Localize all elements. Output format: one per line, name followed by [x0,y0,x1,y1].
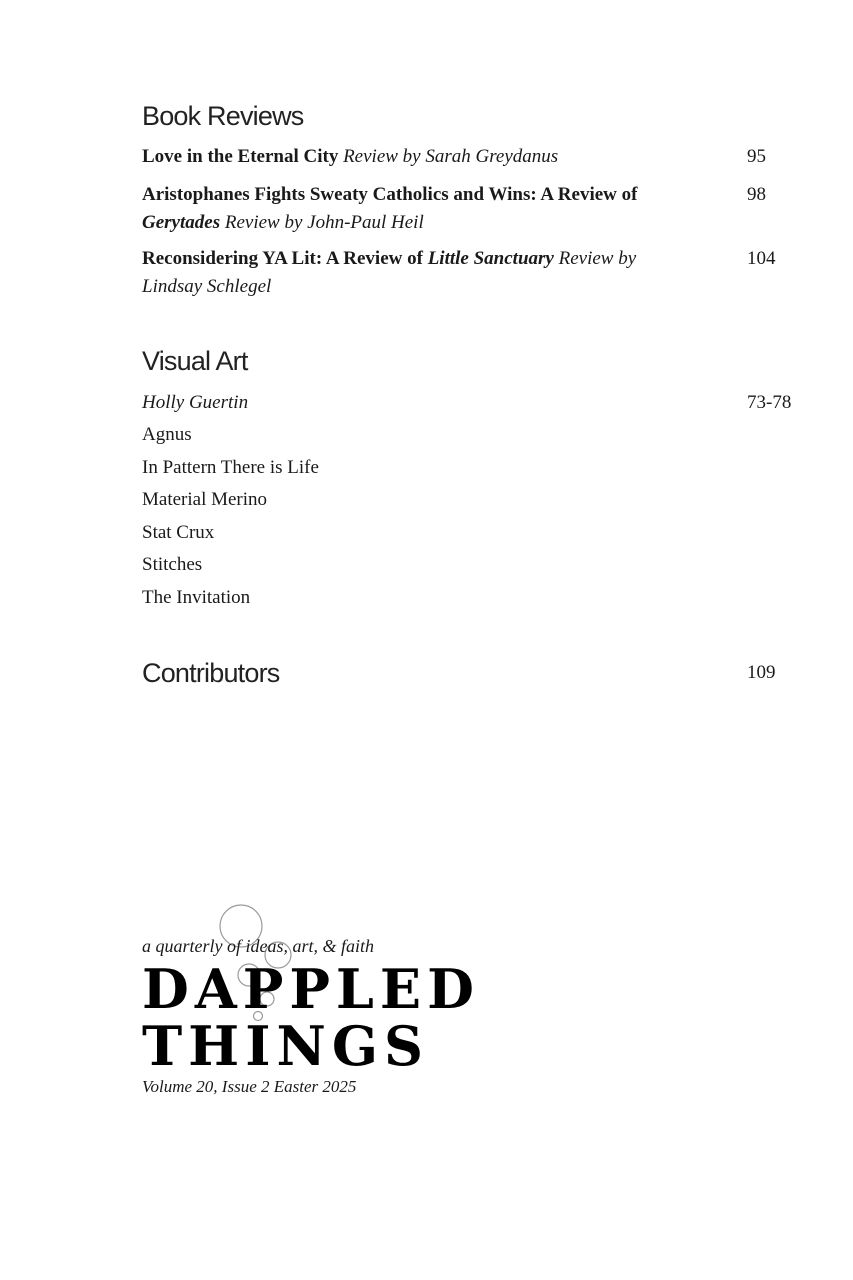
page-number: 98 [747,184,766,205]
review-entry[interactable] [142,143,687,171]
tagline: a quarterly of ideas, art, & faith [142,936,374,956]
review-byline: Review by John-Paul Heil [224,212,424,233]
review-book-title: Gerytades [142,212,221,233]
logo-title-line2: THINGS [142,1014,429,1078]
review-byline: Review by Lindsay Schlegel [142,248,637,297]
review-title: Aristophanes Fights Sweaty Catholics and Wins: A Review of [142,184,638,205]
review-title: Love in the Eternal City [142,146,339,167]
artist-name[interactable]: Holly Guertin [142,392,249,413]
artwork-item[interactable]: Stat Crux [142,522,215,543]
artwork-item[interactable]: Agnus [142,424,192,445]
review-book-title: Little Sanctuary [427,248,554,269]
artwork-item[interactable]: Stitches [142,554,203,575]
page-number: 95 [747,146,766,167]
logo-title-line1: DAPPLED [142,957,480,1021]
page-number: 109 [747,662,776,683]
section-title-book-reviews: Book Reviews [142,101,304,131]
artwork-item[interactable]: In Pattern There is Life [142,457,319,478]
review-entry[interactable] [142,181,687,237]
review-title: Reconsidering YA Lit: A Review of [142,248,423,269]
review-byline: Review by Sarah Greydanus [343,146,559,167]
review-entry[interactable] [142,245,687,301]
page-number: 73-78 [747,392,792,413]
artwork-item[interactable]: The Invitation [142,587,251,608]
page-number: 104 [747,248,776,269]
artwork-item[interactable]: Material Merino [142,489,268,510]
volume-info: Volume 20, Issue 2 Easter 2025 [142,1077,357,1096]
section-title-contributors[interactable]: Contributors [142,658,280,688]
section-title-visual-art: Visual Art [142,346,248,376]
